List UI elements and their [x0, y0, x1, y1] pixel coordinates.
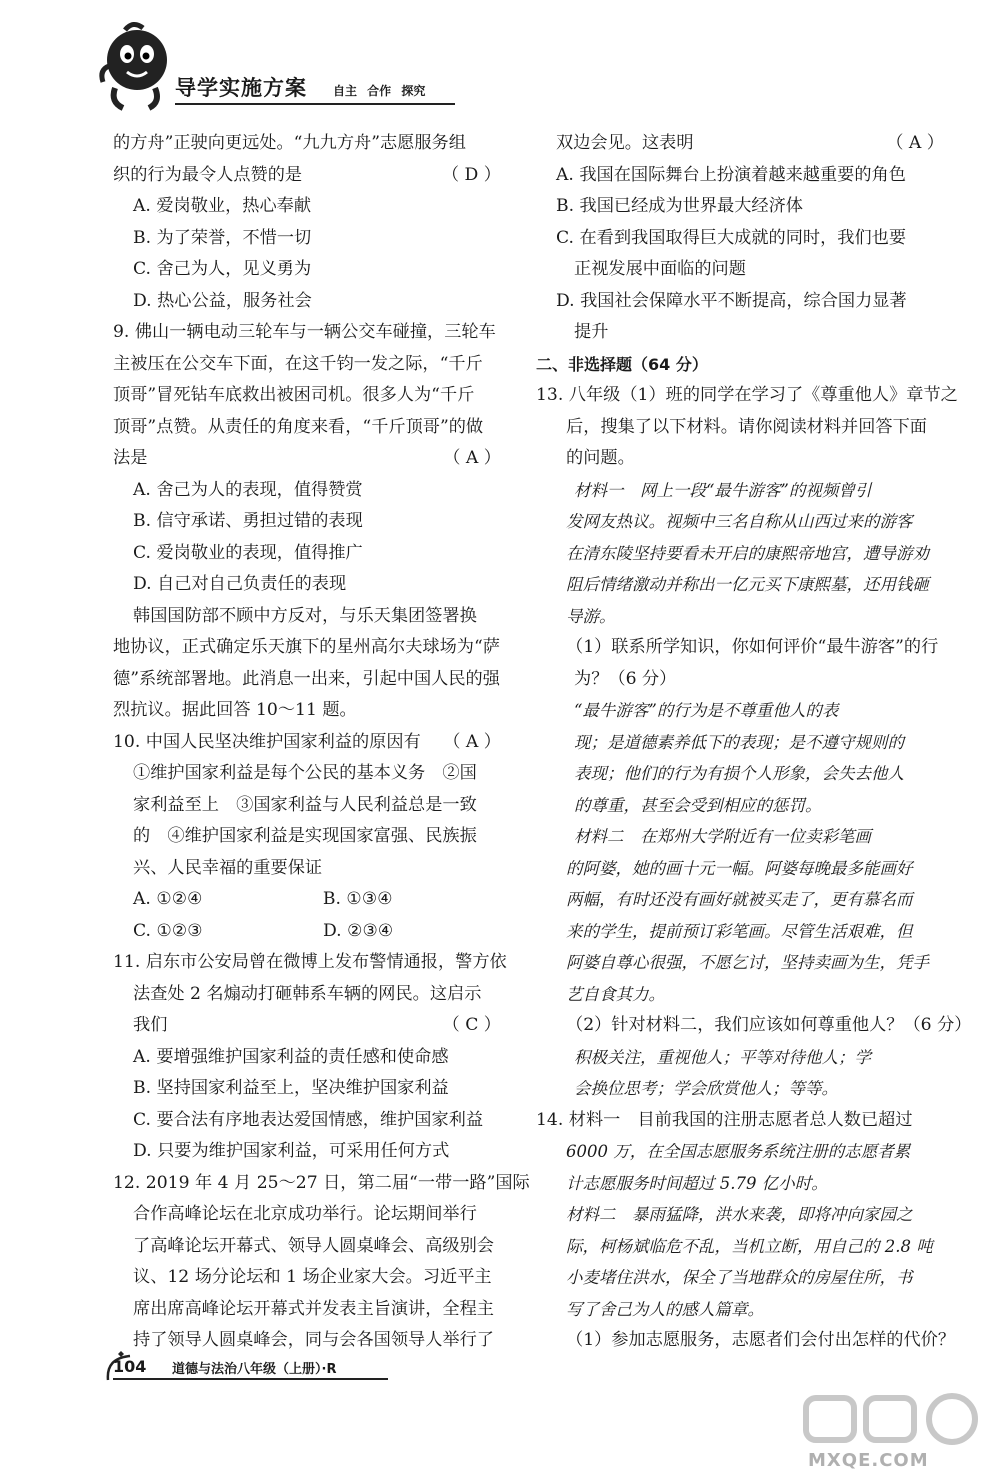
text-line [113, 506, 503, 538]
line-text: 12. 2019 年 4 月 25～27 日，第二届“一带一路”国际 [113, 1172, 530, 1193]
text-line [536, 664, 946, 696]
line-text: 13. 八年级（1）班的同学在学习了《尊重他人》章节之 [536, 385, 958, 405]
text-line [113, 349, 503, 381]
line-text: C. ①②③ D. ②③④ [133, 920, 394, 941]
line-text: 的 ④维护国家利益是实现国家富强、民族振 [133, 826, 477, 846]
line-text: ①维护国家利益是每个公民的基本义务 ②国 [133, 763, 477, 783]
mascot-logo-icon [95, 20, 175, 115]
text-line [113, 443, 503, 475]
line-text: （1）参加志愿服务，志愿者们会付出怎样的代价？ [566, 1330, 956, 1350]
text-line [113, 1199, 503, 1231]
text-line [536, 254, 946, 286]
text-line [113, 790, 503, 822]
answer-bracket: （ C ） [442, 1015, 501, 1035]
text-line [113, 538, 503, 570]
text-line [113, 1042, 503, 1074]
text-line [113, 569, 503, 601]
text-line [536, 412, 946, 444]
text-line [113, 1010, 503, 1042]
line-text: 导游。 [566, 606, 616, 626]
page-header [0, 0, 1000, 120]
line-text: 双边会见。这表明 [556, 133, 694, 153]
line-text: 会换位思考；学会欣赏他人；等等。 [574, 1079, 838, 1098]
line-text: B. 信守承诺、勇担过错的表现 [133, 511, 363, 531]
text-line [536, 853, 946, 885]
line-text: 材料二 暴雨猛降，洪水来袭，即将冲向家园之 [566, 1205, 913, 1224]
line-text: C. 要合法有序地表达爱国情感，维护国家利益 [133, 1109, 484, 1130]
line-text: 阿婆自尊心很强，不愿乞讨，坚持卖画为生，凭手 [566, 953, 929, 972]
text-line [536, 1199, 946, 1231]
text-line [113, 191, 503, 223]
answer-bracket: （ A ） [886, 133, 944, 153]
text-line [536, 979, 946, 1011]
text-line [536, 884, 946, 916]
line-text: 兴、人民幸福的重要保证 [133, 857, 323, 878]
text-line [536, 1136, 946, 1168]
line-text: 家利益至上 ③国家利益与人民利益总是一致 [133, 794, 477, 815]
line-text: 10. 中国人民坚决维护国家利益的原因有 [113, 731, 421, 752]
text-line [536, 380, 958, 412]
line-text: 现；是道德素养低下的表现；是不遵守规则的 [574, 732, 904, 752]
text-line [113, 128, 503, 160]
line-text: 的问题。 [566, 448, 635, 468]
line-text: D. 热心公益，服务社会 [133, 290, 312, 311]
text-line [113, 601, 503, 633]
text-line [536, 349, 946, 381]
line-text: 艺自食其力。 [566, 984, 665, 1004]
line-text: 材料一 网上一段“最牛游客”的视频曾引 [574, 480, 872, 500]
line-text: 的阿婆，她的画十元一幅。阿婆每晚最多能画好 [566, 858, 913, 878]
line-text: 两幅，有时还没有画好就被买走了，更有慕名而 [566, 890, 913, 909]
line-text: 为？（6 分） [574, 668, 677, 689]
text-line [536, 128, 946, 160]
line-text: 正视发展中面临的问题 [574, 259, 746, 279]
text-line [113, 475, 503, 507]
line-text: 表现；他们的行为有损个人形象，会失去他人 [574, 764, 904, 783]
text-line [113, 1073, 503, 1105]
text-line [113, 979, 503, 1011]
series-tagline: 自主 合作 探究 [333, 84, 426, 98]
page-footer [0, 1320, 1000, 1478]
line-text: 阻后情绪激动并称出一亿元买下康熙墓，还用钱砸 [566, 575, 929, 594]
line-text: 的方舟”正驶向更远处。“九九方舟”志愿服务组 [113, 133, 466, 153]
text-line [536, 160, 946, 192]
line-text: D. 自己对自己负责任的表现 [133, 574, 347, 594]
line-text: D. 我国社会保障水平不断提高，综合国力显著 [556, 290, 907, 311]
text-line [536, 601, 946, 633]
answer-bracket: （ D ） [441, 164, 501, 185]
line-text: A. ①②④ B. ①③④ [133, 889, 393, 909]
text-line [113, 853, 503, 885]
line-text: 14. 材料一 目前我国的注册志愿者总人数已超过 [536, 1109, 913, 1130]
footer-divider [113, 1378, 388, 1380]
line-text: 材料二 在郑州大学附近有一位卖彩笔画 [574, 827, 871, 846]
text-line [113, 223, 503, 255]
left-column [113, 128, 530, 1357]
line-text: C. 爱岗敬业的表现，值得推广 [133, 542, 363, 563]
line-text: 席出席高峰论坛开幕式并发表主旨演讲，全程主 [133, 1298, 494, 1319]
line-text: 主被压在公交车下面，在这千钧一发之际，“千斤 [113, 353, 483, 374]
text-line [536, 947, 946, 979]
line-text: （1）联系所学知识，你如何评价“最牛游客”的行 [566, 637, 939, 657]
text-line [113, 884, 503, 916]
text-line [536, 443, 946, 475]
text-line [113, 254, 503, 286]
text-line [113, 1105, 503, 1137]
text-line [113, 1262, 503, 1294]
line-text: A. 爱岗敬业，热心奉献 [133, 196, 312, 216]
answer-bracket: （ A ） [443, 731, 501, 752]
right-column [536, 128, 972, 1357]
text-line [113, 286, 503, 318]
text-line [113, 380, 503, 412]
text-line [113, 632, 503, 664]
text-line [113, 1168, 530, 1200]
text-line [536, 475, 946, 507]
text-line [536, 695, 946, 727]
line-text: A. 要增强维护国家利益的责任感和使命感 [133, 1046, 449, 1067]
text-line [536, 1262, 946, 1294]
line-text: 合作高峰论坛在北京成功举行。论坛期间举行 [133, 1204, 477, 1224]
line-text: 我们 [133, 1015, 168, 1035]
page-number: 104 [113, 1357, 147, 1376]
book-title: 道德与法治八年级（上册）·R [172, 1362, 337, 1377]
line-text: 提升 [574, 322, 609, 342]
text-line [113, 916, 503, 948]
line-text: 际，柯杨斌临危不乱，当机立断，用自己的 2.8 吨 [566, 1236, 933, 1256]
line-text: 在清东陵坚持要看未开启的康熙帝地宫，遭导游劝 [566, 543, 929, 563]
watermark-text: MXQE.COM [808, 1450, 929, 1471]
line-text: A. 我国在国际舞台上扮演着越来越重要的角色 [556, 164, 906, 185]
line-text: A. 舍己为人的表现，值得赞赏 [133, 479, 363, 500]
line-text: D. 只要为维护国家利益，可采用任何方式 [133, 1141, 450, 1161]
text-line [536, 317, 946, 349]
text-line [536, 286, 946, 318]
header-divider [175, 103, 455, 105]
text-line [113, 412, 503, 444]
text-line [536, 727, 946, 759]
text-line [113, 1136, 503, 1168]
line-text: 了高峰论坛开幕式、领导人圆桌峰会、高级别会 [133, 1235, 494, 1256]
line-text: C. 在看到我国取得巨大成就的同时，我们也要 [556, 227, 907, 248]
text-line [536, 821, 946, 853]
line-text: 写了舍己为人的感人篇章。 [566, 1299, 764, 1319]
answer-bracket: （ A ） [443, 448, 501, 468]
line-text: 法是 [113, 448, 148, 468]
text-line [536, 506, 946, 538]
line-text: 9. 佛山一辆电动三轮车与一辆公交车碰撞，三轮车 [113, 322, 496, 342]
line-text: 烈抗议。据此回答 10～11 题。 [113, 700, 357, 720]
series-brand-title: 导学实施方案 [175, 76, 307, 100]
text-line [536, 538, 946, 570]
text-line [113, 664, 503, 696]
text-line [113, 695, 503, 727]
text-line [536, 569, 946, 601]
line-text: 二、非选择题（64 分） [536, 354, 708, 374]
line-text: C. 舍己为人，见义勇为 [133, 259, 312, 279]
text-line [536, 223, 946, 255]
line-text: 议、12 场分论坛和 1 场企业家大会。习近平主 [133, 1267, 492, 1287]
line-text: 小麦堵住洪水，保全了当地群众的房屋住所，书 [566, 1268, 913, 1287]
line-text: 发网友热议。视频中三名自称从山西过来的游客 [566, 512, 913, 531]
line-text: B. 坚持国家利益至上，坚决维护国家利益 [133, 1078, 449, 1098]
line-text: 德”系统部署地。此消息一出来，引起中国人民的强 [113, 668, 500, 689]
line-text: “最牛游客”的行为是不尊重他人的表 [574, 701, 839, 720]
line-text: 6000 万，在全国志愿服务系统注册的志愿者累 [566, 1142, 911, 1161]
text-line [536, 1010, 972, 1042]
text-line [113, 160, 503, 192]
line-text: B. 我国已经成为世界最大经济体 [556, 196, 803, 216]
line-text: 织的行为最令人点赞的是 [113, 164, 303, 185]
line-text: 11. 启东市公安局曾在微博上发布警情通报，警方依 [113, 952, 507, 972]
text-line [113, 1231, 503, 1263]
text-line [536, 916, 946, 948]
line-text: 持了领导人圆桌峰会，同与会各国领导人举行了 [133, 1330, 494, 1350]
text-line [536, 1231, 946, 1263]
text-line [536, 758, 946, 790]
text-line [536, 1105, 946, 1137]
text-line [113, 758, 503, 790]
line-text: 顶哥”点赞。从责任的角度来看，“千斤顶哥”的做 [113, 416, 484, 437]
line-text: B. 为了荣誉，不惜一切 [133, 227, 312, 248]
text-line [113, 947, 507, 979]
line-text: 法查处 2 名煽动打砸韩系车辆的网民。这启示 [133, 983, 482, 1004]
line-text: 顶哥”冒死钻车底救出被困司机。很多人为“千斤 [113, 385, 475, 405]
text-line [536, 1168, 946, 1200]
line-text: 的尊重，甚至会受到相应的惩罚。 [574, 795, 822, 815]
line-text: 韩国国防部不顾中方反对，与乐天集团签署换 [133, 605, 477, 626]
text-line [536, 1073, 946, 1105]
line-text: 地协议，正式确定乐天旗下的星州高尔夫球场为“萨 [113, 637, 500, 657]
text-line [113, 821, 503, 853]
text-line [536, 1042, 946, 1074]
line-text: （2）针对材料二，我们应该如何尊重他人？（6 分） [566, 1015, 972, 1035]
text-line [536, 191, 946, 223]
line-text: 后，搜集了以下材料。请你阅读材料并回答下面 [566, 416, 927, 437]
line-text: 积极关注，重视他人；平等对待他人；学 [574, 1047, 871, 1067]
text-line [536, 790, 946, 822]
text-line [113, 727, 503, 759]
text-line [536, 632, 946, 664]
text-line [113, 317, 503, 349]
line-text: 来的学生，提前预订彩笔画。尽管生活艰难，但 [566, 921, 913, 941]
line-text: 计志愿服务时间超过 5.79 亿小时。 [566, 1173, 828, 1193]
